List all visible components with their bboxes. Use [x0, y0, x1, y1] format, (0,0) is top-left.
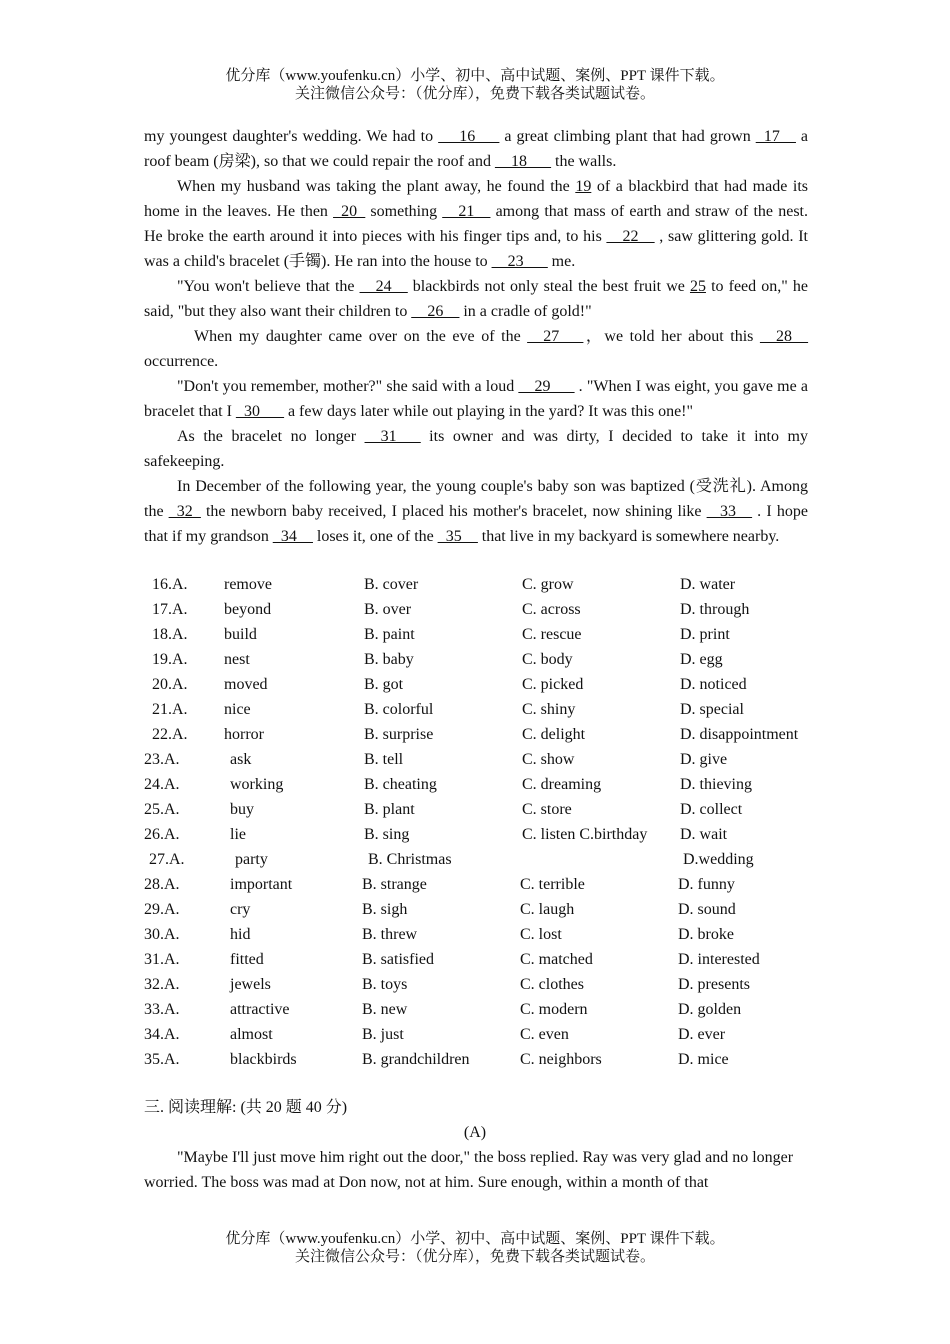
options-list [144, 572, 824, 1072]
option-d: D. funny [678, 876, 735, 893]
passage-text: that live in my backyard is somewhere nearby. [477, 528, 780, 545]
footer-line-1: 优分库（www.youfenku.cn）小学、初中、高中试题、案例、PPT 课件下载。 [225, 1231, 725, 1247]
option-b: B. got [364, 676, 404, 693]
question-number: 16.A. [152, 576, 188, 593]
option-b: B. sigh [362, 901, 408, 918]
option-b: B. new [362, 1001, 408, 1018]
passage-text: among that mass of earth and straw of the nest. He broke the earth around it into pieces with his finger tips and, to his [144, 203, 808, 245]
option-row-32 [144, 972, 824, 997]
option-row-30 [144, 922, 824, 947]
passage-text: "Don't you remember, mother?" she said with a loud [177, 378, 519, 395]
question-number: 26.A. [144, 826, 180, 843]
option-a: lie [230, 826, 246, 843]
option-d: D. thieving [680, 776, 752, 793]
blank-22: __22__ [606, 228, 655, 245]
blank-33: _ 33__ [706, 503, 752, 520]
option-b: B. paint [364, 626, 415, 643]
blank-35: _35__ [437, 528, 478, 545]
question-number: 35.A. [144, 1051, 180, 1068]
option-d: D. noticed [680, 676, 747, 693]
passage-paragraph-1 [144, 124, 808, 174]
question-number: 33.A. [144, 1001, 180, 1018]
option-c: C. picked [522, 676, 584, 693]
header-line-1: 优分库（www.youfenku.cn）小学、初中、高中试题、案例、PPT 课件下载。 [225, 68, 725, 84]
blank-24: __24__ [359, 278, 408, 295]
option-a: moved [224, 676, 268, 693]
passage-paragraph-3 [144, 274, 808, 324]
passage-text: a few days later while out playing in the yard? It was this one!" [283, 403, 694, 420]
option-c: C. grow [522, 576, 574, 593]
option-a: blackbirds [230, 1051, 297, 1068]
passage-text: the walls. [551, 153, 617, 170]
option-row-34 [144, 1022, 824, 1047]
blank-25: 25 [689, 278, 706, 295]
option-b: B. over [364, 601, 412, 618]
reading-passage [144, 1145, 808, 1195]
option-b: B. grandchildren [362, 1051, 470, 1068]
question-number: 25.A. [144, 801, 180, 818]
blank-16: __16___ [438, 128, 500, 145]
cloze-passage [144, 124, 808, 549]
question-number: 23.A. [144, 751, 180, 768]
option-a: buy [230, 801, 254, 818]
option-a: almost [230, 1026, 273, 1043]
question-number: 18.A. [152, 626, 188, 643]
option-row-31 [144, 947, 824, 972]
passage-text: of a blackbird that had made its home in the leaves. He then [144, 178, 808, 220]
option-c: C. clothes [520, 976, 584, 993]
option-a: working [230, 776, 284, 793]
passage-text: blackbirds not only steal the best fruit we [407, 278, 690, 295]
option-d: D. broke [678, 926, 734, 943]
option-b: B. tell [364, 751, 404, 768]
reading-paragraph: "Maybe I'll just move him right out the door," the boss replied. Ray was very glad and no longer worried. The boss was mad at Don now, not at him. Sure enough, within a month of that [144, 1149, 794, 1191]
option-a: hid [230, 926, 251, 943]
option-b: B. Christmas [368, 851, 452, 868]
option-a: fitted [230, 951, 264, 968]
passage-paragraph-2 [144, 174, 808, 274]
footer-line-2: 关注微信公众号：（优分库），免费下载各类试题试卷。 [294, 1249, 655, 1265]
option-c: C. laugh [520, 901, 575, 918]
option-d: D.wedding [683, 851, 754, 868]
option-d: D. wait [680, 826, 728, 843]
option-a: nest [224, 651, 250, 668]
option-a: important [230, 876, 293, 893]
question-number: 17.A. [152, 601, 188, 618]
blank-18: __18___ [495, 153, 551, 170]
passage-text: As the bracelet no longer [177, 428, 365, 445]
passage-paragraph-7 [144, 474, 808, 549]
passage-text: to feed on," he said, "but they also want their children to [144, 278, 808, 320]
option-b: B. sing [364, 826, 410, 843]
passage-text: . "When I was eight, you gave me a bracelet that I [144, 378, 808, 420]
question-number: 22.A. [152, 726, 188, 743]
passage-text: something [365, 203, 443, 220]
option-row-16 [144, 572, 824, 597]
blank-26: __26__ [411, 303, 460, 320]
blank-19: 19 [575, 178, 592, 195]
blank-30: _30___ [235, 403, 284, 420]
option-c: C. even [520, 1026, 569, 1043]
option-b: B. cover [364, 576, 419, 593]
option-c: C. dreaming [522, 776, 602, 793]
page-footer [0, 1230, 950, 1266]
option-row-27 [144, 847, 824, 872]
option-d: D. water [680, 576, 736, 593]
passage-text: "You won't believe that the [177, 278, 360, 295]
question-number: 28.A. [144, 876, 180, 893]
option-d: D. give [680, 751, 728, 768]
passage-text: me. [547, 253, 576, 270]
question-number: 29.A. [144, 901, 180, 918]
option-row-33 [144, 997, 824, 1022]
option-d: D. special [680, 701, 744, 718]
option-a: build [224, 626, 257, 643]
blank-17: _17__ [755, 128, 796, 145]
option-d: D. sound [678, 901, 736, 918]
option-c: C. matched [520, 951, 593, 968]
option-row-20 [144, 672, 824, 697]
blank-20: _20_ [333, 203, 366, 220]
blank-31: __31___ [364, 428, 421, 445]
option-a: jewels [230, 976, 271, 993]
passage-paragraph-5 [144, 374, 808, 424]
passage-paragraph-4 [144, 324, 808, 374]
passage-text: . I hope that if my grandson [144, 503, 809, 545]
blank-21: __21__ [442, 203, 491, 220]
option-b: B. surprise [364, 726, 434, 743]
option-b: B. toys [362, 976, 408, 993]
option-b: B. plant [364, 801, 415, 818]
option-b: B. threw [362, 926, 418, 943]
option-c: C. across [522, 601, 581, 618]
option-a: nice [224, 701, 251, 718]
option-row-29 [144, 897, 824, 922]
option-c: C. lost [520, 926, 562, 943]
option-c: C. rescue [522, 626, 582, 643]
blank-28: __28__ [760, 328, 808, 345]
option-b: B. colorful [364, 701, 434, 718]
passage-paragraph-6 [144, 424, 808, 474]
option-c: C. store [522, 801, 572, 818]
blank-29: __29___ [518, 378, 575, 395]
option-c: C. modern [520, 1001, 588, 1018]
option-b: B. just [362, 1026, 404, 1043]
page-header [0, 67, 950, 103]
question-number: 20.A. [152, 676, 188, 693]
question-number: 19.A. [152, 651, 188, 668]
passage-text: a roof beam (房梁), so that we could repair the roof and [144, 128, 809, 170]
option-c: C. terrible [520, 876, 585, 893]
option-a: remove [224, 576, 272, 593]
option-d: D. interested [678, 951, 760, 968]
passage-text: my youngest daughter's wedding. We had to [144, 128, 439, 145]
option-c: C. neighbors [520, 1051, 602, 1068]
question-number: 31.A. [144, 951, 180, 968]
blank-23: __23___ [491, 253, 548, 270]
option-d: D. print [680, 626, 730, 643]
question-number: 32.A. [144, 976, 180, 993]
passage-text: ，we told her about this [583, 328, 760, 345]
option-d: D. disappointment [680, 726, 799, 743]
question-number: 34.A. [144, 1026, 180, 1043]
option-d: D. golden [678, 1001, 742, 1018]
option-b: B. strange [362, 876, 427, 893]
passage-text: When my husband was taking the plant away, he found the [177, 178, 576, 195]
option-a: attractive [230, 1001, 290, 1018]
option-d: D. presents [678, 976, 750, 993]
option-row-25 [144, 797, 824, 822]
question-number: 24.A. [144, 776, 180, 793]
passage-text: When my daughter came over on the eve of the [194, 328, 528, 345]
passage-text: in a cradle of gold!" [459, 303, 592, 320]
option-row-26 [144, 822, 824, 847]
passage-text: occurrence. [144, 353, 219, 370]
option-d: D. through [680, 601, 750, 618]
passage-text: its owner and was dirty, I decided to take it into my safekeeping. [144, 428, 808, 470]
option-a: horror [224, 726, 264, 743]
option-row-24 [144, 772, 824, 797]
option-row-17 [144, 597, 824, 622]
passage-text: , saw glittering gold. It was a child's bracelet (手镯). He ran into the house to [144, 228, 809, 270]
option-row-18 [144, 622, 824, 647]
question-number: 21.A. [152, 701, 188, 718]
option-c: C. show [522, 751, 575, 768]
option-row-22 [144, 722, 824, 747]
option-b: B. satisfied [362, 951, 434, 968]
option-row-23 [144, 747, 824, 772]
blank-27: __27___ [527, 328, 584, 345]
subsection-label: (A) [463, 1124, 487, 1141]
option-c: C. body [522, 651, 573, 668]
option-row-35 [144, 1047, 824, 1072]
option-b: B. baby [364, 651, 414, 668]
option-d: D. ever [678, 1026, 726, 1043]
question-number: 27.A. [149, 851, 185, 868]
option-a: party [235, 851, 268, 868]
option-d: D. collect [680, 801, 743, 818]
passage-text: In December of the following year, the young couple's baby son was baptized (受洗礼). Among the [144, 478, 808, 520]
passage-text: loses it, one of the [312, 528, 438, 545]
passage-text: a great climbing plant that had grown [499, 128, 756, 145]
option-a: cry [230, 901, 251, 918]
option-c: C. delight [522, 726, 586, 743]
option-d: D. egg [680, 651, 723, 668]
blank-34: _34__ [272, 528, 313, 545]
option-d: D. mice [678, 1051, 729, 1068]
option-b: B. cheating [364, 776, 437, 793]
option-row-28 [144, 872, 824, 897]
passage-text: the newborn baby received, I placed his mother's bracelet, now shining like [200, 503, 707, 520]
section-title: 三. 阅读理解: (共 20 题 40 分) [144, 1099, 348, 1116]
option-a: ask [230, 751, 252, 768]
option-row-19 [144, 647, 824, 672]
option-a: beyond [224, 601, 272, 618]
question-number: 30.A. [144, 926, 180, 943]
option-c: C. shiny [522, 701, 576, 718]
option-row-21 [144, 697, 824, 722]
blank-32: _32_ [168, 503, 201, 520]
option-c: C. listen C.birthday [522, 826, 648, 843]
header-line-2: 关注微信公众号：（优分库），免费下载各类试题试卷。 [294, 86, 655, 102]
